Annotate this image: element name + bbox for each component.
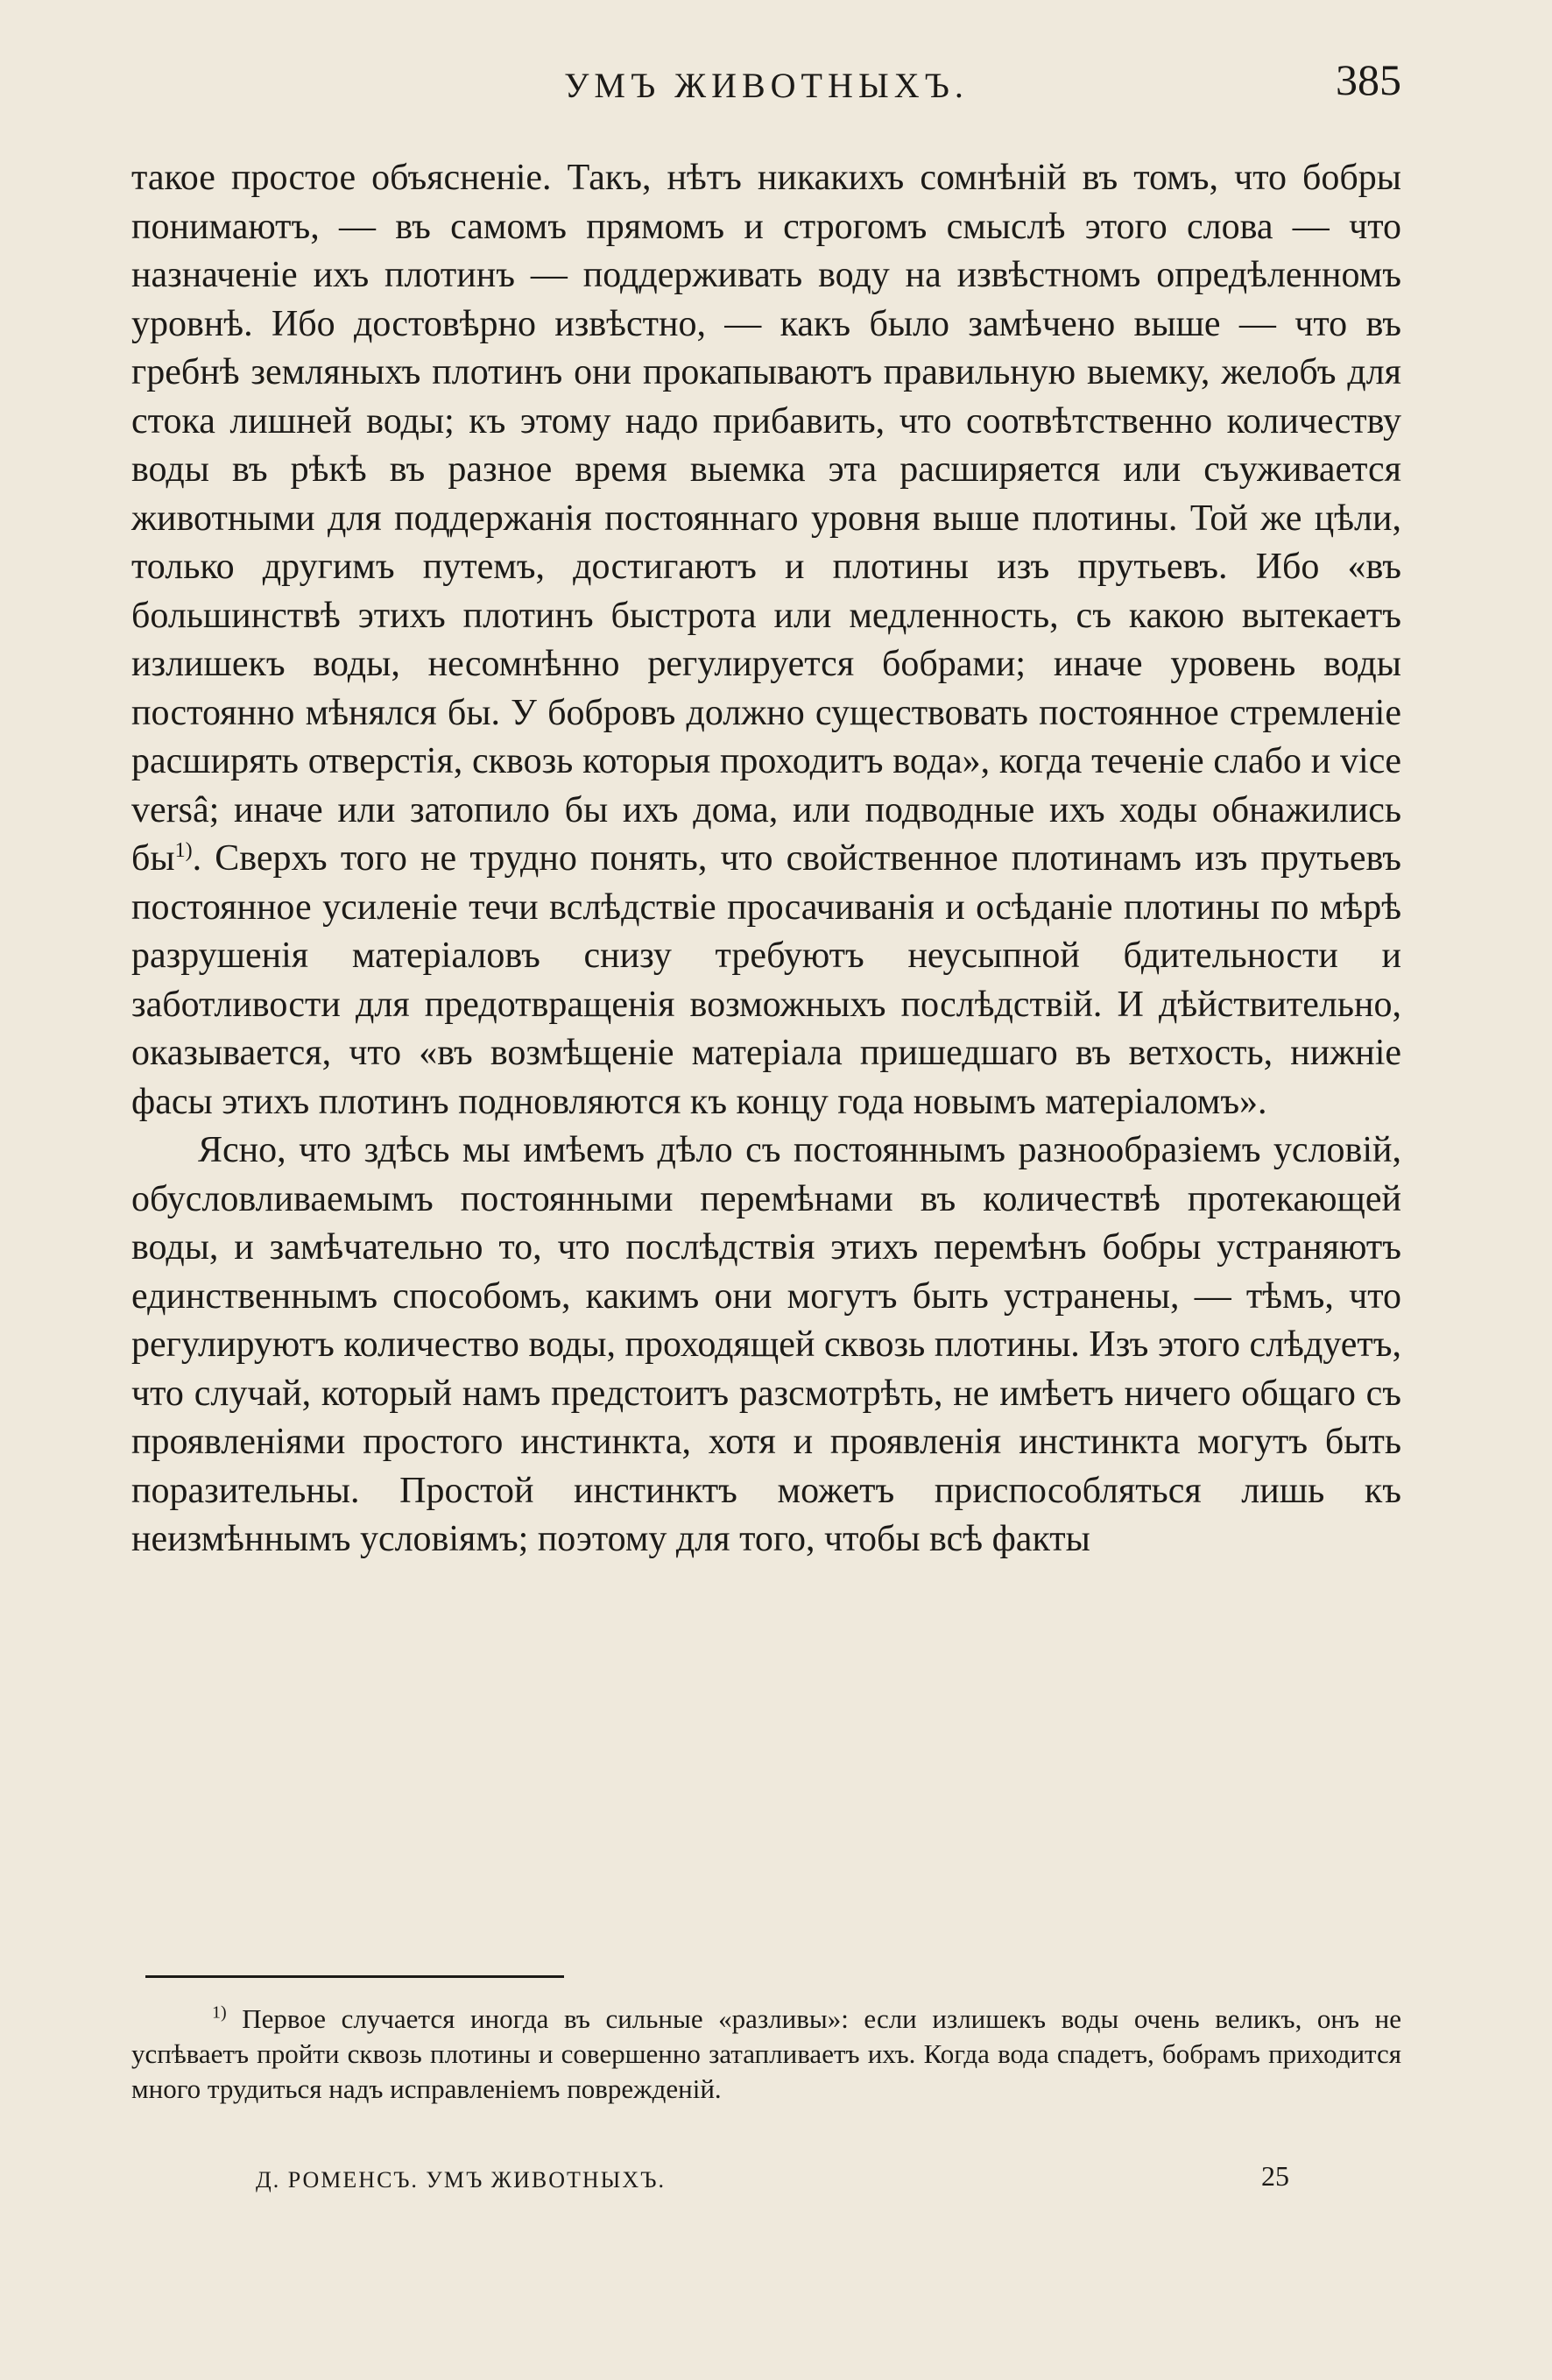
footnote-reference: 1) [174,839,193,862]
signature-number: 25 [1261,2160,1289,2192]
running-head [131,54,1401,116]
running-title: УМЪ ЖИВОТНЫХЪ. [564,66,969,105]
paragraph-1-text: такое простое объясненіе. Такъ, нѣтъ никакихъ сомнѣній въ томъ, что бобры понимаютъ, — въ самомъ прямомъ и строгомъ смыслѣ этого слова — что назначеніе ихъ плотинъ — поддерживать воду на извѣстномъ опредѣленномъ уровнѣ. Ибо достовѣрно извѣстно, — какъ было замѣчено выше — что въ гребнѣ земляныхъ плотинъ они прокапываютъ правильную выемку, желобъ для стока лишней воды; къ этому надо прибавить, что соотвѣтственно количеству воды въ рѣкѣ въ разное время выемка эта расширяется или съуживается животными для поддержанія постояннаго уровня выше плотины. Той же цѣли, только другимъ путемъ, достигаютъ и плотины изъ прутьевъ. Ибо «въ большинствѣ этихъ плотинъ быстрота или медленность, съ какою вытекаетъ излишекъ воды, несомнѣнно регулируется бобрами; иначе уровень воды постоянно мѣнялся бы. У бобровъ должно существовать постоянное стремленіе расширять отверстія, сквозь которыя проходитъ вода», когда теченіе слабо и vice versâ; иначе или затопило бы ихъ дома, или подводные ихъ ходы обнажились бы [131,158,1401,879]
footnote-divider [145,1975,564,1978]
paragraph-1 [131,154,1401,1126]
footnote [131,2002,1401,2107]
page-number: 385 [1336,55,1401,104]
paragraph-2: Ясно, что здѣсь мы имѣемъ дѣло съ постояннымъ разнообразіемъ условій, обусловливаемымъ постоянными перемѣнами въ количествѣ протекающей воды, и замѣчательно то, что послѣдствія этихъ перемѣнъ бобры устраняютъ единственнымъ способомъ, какимъ они могутъ быть устранены, — тѣмъ, что регулируютъ количество воды, проходящей сквозь плотины. Изъ этого слѣдуетъ, что случай, который намъ предстоитъ разсмотрѣть, не имѣетъ ничего общаго съ проявленіями простого инстинкта, хотя и проявленія инстинкта могутъ быть поразительны. Простой инстинктъ можетъ приспособляться лишь къ неизмѣннымъ условіямъ; поэтому для того, чтобы всѣ факты [131,1130,1401,1559]
footnote-text: Первое случается иногда въ сильные «разливы»: если излишекъ воды очень великъ, онъ не успѣваетъ пройти сквозь плотины и совершенно затапливаетъ ихъ. Когда вода спадетъ, бобрамъ приходится много трудиться надъ исправленіемъ поврежденій. [131,2003,1401,2104]
paragraph-1-continuation: . Сверхъ того не трудно понять, что свойственное плотинамъ изъ прутьевъ постоянное усиленіе течи вслѣдствіе просачиванія и осѣданіе плотины по мѣрѣ разрушенія матеріаловъ снизу требуютъ неусыпной бдительности и заботливости для предотвращенія возможныхъ послѣдствій. И дѣйствительно, оказывается, что «въ возмѣщеніе матеріала пришедшаго въ ветхость, нижніе фасы этихъ плотинъ подновляются къ концу года новымъ матеріаломъ». [131,838,1401,1122]
printer-signature: Д. РОМЕНСЪ. УМЪ ЖИВОТНЫХЪ. [256,2167,666,2193]
body-text [131,154,1401,1564]
footnote-number: 1) [212,2002,227,2023]
